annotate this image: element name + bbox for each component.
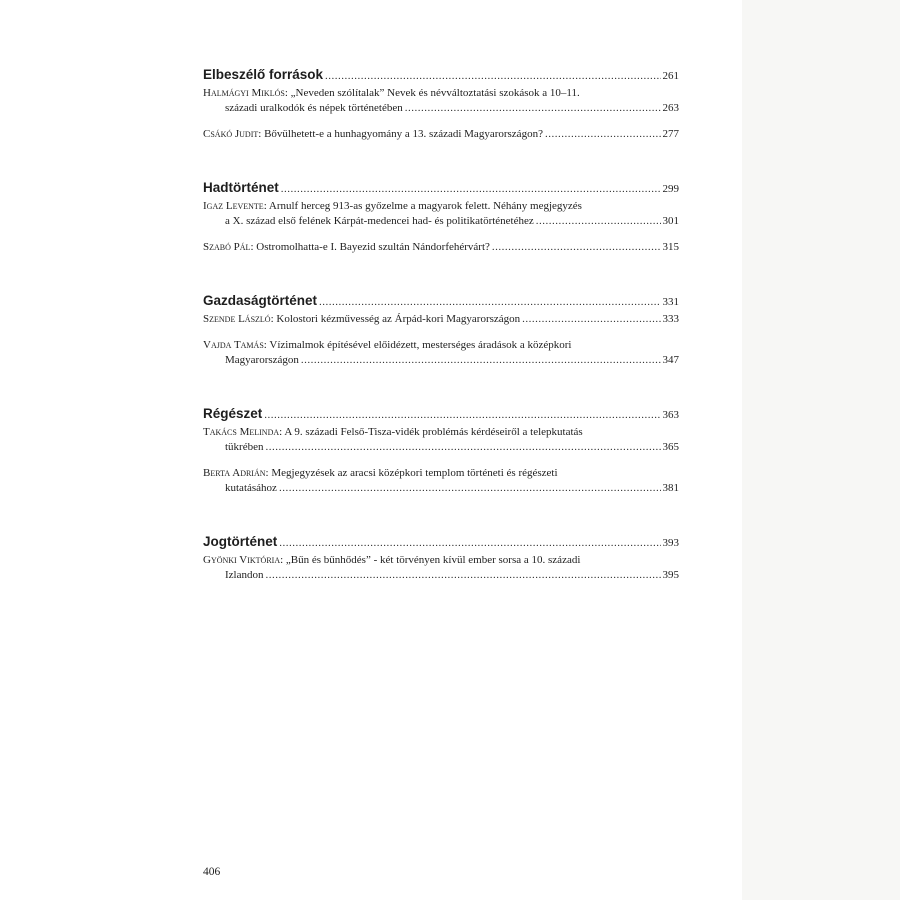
dot-leader (264, 406, 660, 424)
table-of-contents (203, 66, 679, 583)
dot-leader (279, 481, 661, 496)
toc-entry[interactable]: Berta Adrián: Megjegyzések az aracsi középkori templom történeti és régészeti kutatásához ..... 381 (203, 466, 679, 496)
section-title: Gazdaságtörténet (203, 293, 318, 308)
entry-title-line: kutatásához (225, 482, 277, 494)
section-heading[interactable] (203, 179, 679, 198)
toc-section (203, 292, 679, 368)
entry-title-line: Megjegyzések az aracsi középkori templom történeti és régészeti (271, 467, 558, 479)
entry-page-number: 277 (662, 128, 679, 140)
toc-entry[interactable]: Szende László: Kolostori kézművesség az Árpád-kori Magyarországon ..... 333 (203, 312, 679, 327)
section-title: Elbeszélő források (203, 67, 324, 82)
toc-entry[interactable]: Halmágyi Miklós: „Neveden szólítalak” Nevek és névváltoztatási szokások a 10–11. századi uralkodók és népek történetében ..... 263 (203, 86, 679, 116)
entry-author: Szende László (203, 313, 271, 325)
entry-author: Szabó Pál (203, 241, 251, 253)
entry-author: Csákó Judit (203, 128, 259, 140)
section-title: Régészet (203, 406, 263, 421)
entry-author: Gyönki Viktória (203, 554, 281, 566)
entry-author: Halmágyi Miklós (203, 87, 285, 99)
entry-page-number: 301 (662, 215, 679, 227)
toc-section (203, 405, 679, 496)
entry-title-line: „Bűn és bűnhődés” - két törvényen kívül ember sorsa a 10. századi (285, 554, 581, 566)
entry-page-number: 347 (662, 354, 679, 366)
toc-entry[interactable]: Takács Melinda: A 9. századi Felső-Tisza-vidék problémás kérdéseiről a telepkutatás tükrében ..... 365 (203, 425, 679, 455)
dot-leader (492, 240, 661, 255)
toc-entry[interactable]: Csákó Judit: Bővülhetett-e a hunhagyomány a 13. századi Magyarországon? ..... 277 (203, 127, 679, 142)
toc-section (203, 533, 679, 583)
toc-entry[interactable]: Vajda Tamás: Vízimalmok építésével előidézett, mesterséges áradások a középkori Magyarországon ..... 347 (203, 338, 679, 368)
entry-title-line: Magyarországon (225, 354, 299, 366)
dot-leader (301, 353, 661, 368)
section-heading[interactable] (203, 66, 679, 85)
entry-author: Vajda Tamás (203, 339, 264, 351)
entry-title-line: Vízimalmok építésével előidézett, mesterséges áradások a középkori (269, 339, 572, 351)
dot-leader (319, 293, 660, 311)
dot-leader (265, 568, 660, 583)
entry-title-line: Bővülhetett-e a hunhagyomány a 13. századi Magyarországon? (264, 128, 543, 140)
dot-leader (545, 127, 661, 142)
toc-entry[interactable]: Gyönki Viktória: „Bűn és bűnhődés” - két törvényen kívül ember sorsa a 10. századi Izlandon ..... 395 (203, 553, 679, 583)
dot-leader (281, 180, 661, 198)
section-heading[interactable] (203, 405, 679, 424)
entry-title-line: A 9. századi Felső-Tisza-vidék problémás kérdéseiről a telepkutatás (284, 426, 583, 438)
entry-page-number: 381 (662, 482, 679, 494)
dot-leader (265, 440, 660, 455)
section-title: Hadtörténet (203, 180, 279, 195)
dot-leader (522, 312, 660, 327)
entry-title-line: a X. század első felének Kárpát-medencei had- és politikatörténetéhez (225, 215, 534, 227)
toc-section (203, 66, 679, 142)
entry-page-number: 365 (662, 441, 679, 453)
entry-page-number: 315 (662, 241, 679, 253)
section-page-number: 261 (662, 70, 679, 82)
entry-author: Takács Melinda (203, 426, 280, 438)
section-heading[interactable] (203, 533, 679, 552)
section-page-number: 393 (662, 537, 679, 549)
entry-page-number: 263 (662, 102, 679, 114)
entry-author: Berta Adrián (203, 467, 266, 479)
entry-page-number: 333 (662, 313, 679, 325)
dot-leader (405, 101, 661, 116)
dot-leader (325, 67, 660, 85)
toc-section (203, 179, 679, 255)
entry-title-line: Arnulf herceg 913-as győzelme a magyarok felett. Néhány megjegyzés (268, 200, 582, 212)
entry-title-line: Izlandon (225, 569, 264, 581)
entry-page-number: 395 (662, 569, 679, 581)
entry-title-line: századi uralkodók és népek történetében (225, 102, 403, 114)
dot-leader (536, 214, 661, 229)
entry-title-line: tükrében (225, 441, 264, 453)
entry-title-line: „Neveden szólítalak” Nevek és névváltoztatási szokások a 10–11. (290, 87, 580, 99)
toc-entry[interactable]: Szabó Pál: Ostromolhatta-e I. Bayezid szultán Nándorfehérvárt? ..... 315 (203, 240, 679, 255)
page-number: 406 (203, 866, 221, 878)
toc-entry[interactable]: Igaz Levente: Arnulf herceg 913-as győzelme a magyarok felett. Néhány megjegyzés a X. század első felének Kárpát-medencei had- és politikatörténetéhez ..... 301 (203, 199, 679, 229)
entry-author: Igaz Levente (203, 200, 264, 212)
page-edge (742, 0, 900, 900)
entry-title-line: Kolostori kézművesség az Árpád-kori Magyarországon (276, 313, 521, 325)
section-page-number: 331 (662, 296, 679, 308)
dot-leader (279, 534, 660, 552)
section-title: Jogtörténet (203, 534, 278, 549)
section-heading[interactable] (203, 292, 679, 311)
section-page-number: 299 (662, 183, 679, 195)
entry-title-line: Ostromolhatta-e I. Bayezid szultán Nándorfehérvárt? (256, 241, 490, 253)
section-page-number: 363 (662, 409, 679, 421)
